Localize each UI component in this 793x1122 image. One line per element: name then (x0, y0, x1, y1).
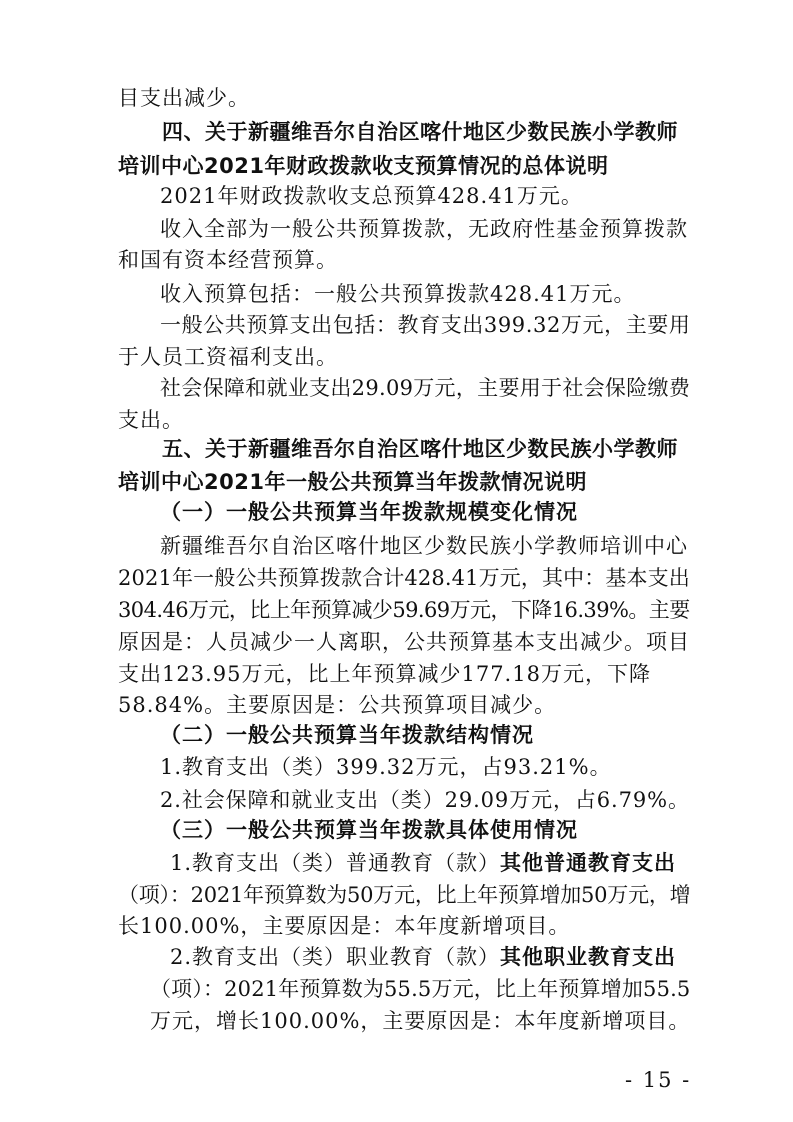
text-line: 于人员工资福利支出。 (118, 345, 338, 369)
text-line: 万元，增长100.00%，主要原因是：本年度新增项目。 (150, 1009, 691, 1033)
subsection-heading: （二）一般公共预算当年拨款结构情况 (160, 722, 534, 747)
text-line: 支出123.95万元，比上年预算减少177.18万元，下降 (118, 662, 651, 686)
text-line: 58.84%。主要原因是：公共预算项目减少。 (118, 693, 557, 717)
item-bold-name: 其他职业教育支出 (500, 944, 677, 969)
text-line: 304.46万元，比上年预算减少59.69万元，下降16.39%。主要 (118, 598, 690, 622)
text-line: 2021年一般公共预算拨款合计428.41万元，其中：基本支出 (118, 566, 690, 590)
text-line: 一般公共预算支出包括：教育支出399.32万元，主要用 (160, 313, 691, 337)
text-line (170, 848, 676, 878)
subsection-heading: （一）一般公共预算当年拨款规模变化情况 (160, 499, 578, 524)
section-heading: 培训中心2021年一般公共预算当年拨款情况说明 (118, 470, 587, 494)
text-line: 原因是：人员减少一人离职，公共预算基本支出减少。项目 (118, 630, 690, 654)
text-line: 1.教育支出（类）399.32万元，占93.21%。 (160, 755, 612, 779)
text-line: 长100.00%，主要原因是：本年度新增项目。 (118, 914, 571, 938)
item-prefix: 1.教育支出（类）普通教育（款） (170, 851, 501, 875)
text-line: 和国有资本经营预算。 (118, 248, 338, 272)
text-line: 目支出减少。 (118, 86, 250, 110)
section-heading: 五、关于新疆维吾尔自治区喀什地区少数民族小学教师 (162, 437, 678, 461)
section-heading: 培训中心2021年财政拨款收支预算情况的总体说明 (118, 154, 609, 178)
item-bold-name: 其他普通教育支出 (500, 850, 677, 875)
text-line: 新疆维吾尔自治区喀什地区少数民族小学教师培训中心 (160, 534, 688, 558)
text-line: 社会保障和就业支出29.09万元，主要用于社会保险缴费 (160, 376, 691, 400)
page-number: - 15 - (625, 1068, 692, 1092)
text-line (170, 942, 676, 972)
item-prefix: 2.教育支出（类）职业教育（款） (170, 945, 501, 969)
text-line: 2.社会保障和就业支出（类）29.09万元，占6.79%。 (160, 788, 690, 812)
subsection-heading: （三）一般公共预算当年拨款具体使用情况 (160, 817, 578, 842)
text-line: 收入全部为一般公共预算拨款，无政府性基金预算拨款 (160, 217, 688, 241)
text-line: 收入预算包括：一般公共预算拨款428.41万元。 (160, 282, 636, 306)
section-heading: 四、关于新疆维吾尔自治区喀什地区少数民族小学教师 (162, 120, 678, 144)
text-line: （项）：2021年预算数为50万元，比上年预算增加50万元，增 (118, 883, 691, 907)
text-line: （项）：2021年预算数为55.5万元，比上年预算增加55.5 (150, 977, 691, 1001)
text-line: 支出。 (118, 408, 184, 432)
text-line: 2021年财政拨款收支总预算428.41万元。 (160, 184, 583, 208)
